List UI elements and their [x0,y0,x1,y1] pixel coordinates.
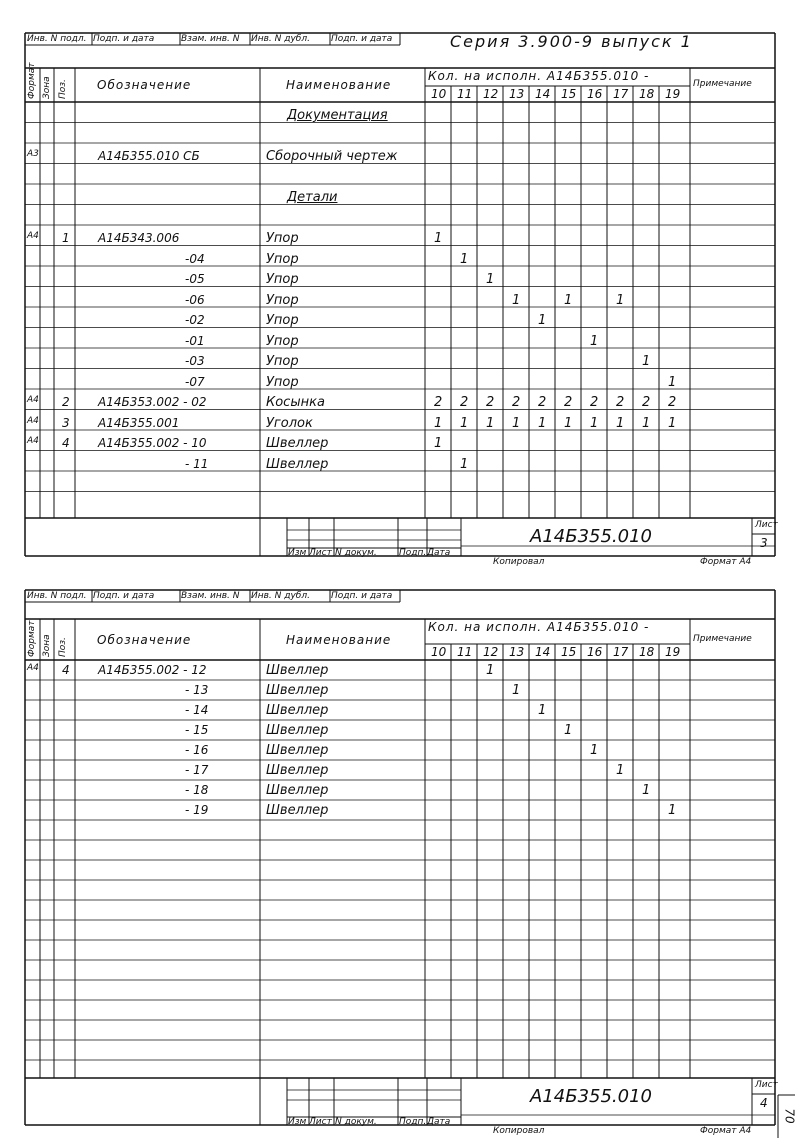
row-designation: - 16 [185,743,209,757]
row-designation: А14Б355.002 - 10 [98,436,207,450]
row-designation: - 19 [185,803,209,817]
title-cell-label: Изм [288,1117,307,1127]
qty-cell: 1 [642,415,651,431]
variant-col-16: 16 [587,87,603,101]
margin-page-note: 70 [782,1108,797,1124]
qty-cell: 2 [590,395,599,410]
format-label: Формат А4 [700,557,752,567]
row-name: Косынка [266,395,325,410]
qty-cell: 2 [616,395,625,410]
variant-col-10: 10 [431,645,447,659]
document-number: А14Б355.010 [530,1086,653,1107]
qty-cell: 1 [590,415,599,431]
qty-cell: 1 [460,415,469,431]
col-qty-header: Кол. на исполн. А14Б355.010 - [428,620,650,634]
row-designation: -05 [185,272,205,286]
row-designation: А14Б353.002 - 02 [98,395,207,409]
series-title: Серия 3.900-9 выпуск 1 [450,32,693,51]
row-designation: -06 [185,292,205,307]
title-cell-label: N докум. [335,548,377,558]
variant-col-15: 15 [561,645,577,659]
sheet-number: 3 [760,536,768,550]
sheet-label: Лист [755,520,778,530]
qty-cell: 1 [434,415,443,431]
row-designation: - 13 [185,683,209,697]
section-heading: Документация [287,108,388,123]
col-name-header: Наименование [286,78,392,92]
title-cell-label: Лист [309,548,332,558]
row-name: Упор [266,251,299,267]
variant-col-16: 16 [587,645,603,659]
stamp-label-0: Инв. N подл. [27,34,87,44]
copied-label: Копировал [493,557,545,567]
qty-cell: 2 [538,395,547,410]
row-designation: А14Б343.006 [98,231,180,245]
row-format: А4 [27,395,39,405]
title-cell-label: Изм [288,548,307,558]
col-note-header: Примечание [693,633,752,644]
row-format: А4 [27,415,39,426]
row-name: Упор [266,354,299,369]
col-qty-header: Кол. на исполн. А14Б355.010 - [428,69,650,83]
stamp-label-4: Подп. и дата [331,591,393,601]
variant-col-13: 13 [509,645,525,659]
row-name: Упор [266,292,299,308]
document-number: А14Б355.010 [530,526,653,547]
qty-cell: 1 [538,313,547,328]
title-cell-label: Дата [427,548,451,558]
row-format: А4 [27,436,39,446]
title-cell-label: Дата [427,1117,451,1127]
row-designation: -01 [185,333,205,348]
row-designation: А14Б355.002 - 12 [98,663,207,677]
col-zone-header: Зона [42,76,52,99]
col-name-header: Наименование [286,632,392,647]
qty-cell: 1 [486,272,495,287]
col-pos-header: Поз. [58,79,68,99]
qty-cell: 1 [590,743,599,758]
qty-cell: 1 [642,354,651,369]
qty-cell: 1 [590,333,599,349]
qty-cell: 2 [642,395,651,410]
col-zone-header: Зона [42,634,52,657]
row-name: Швеллер [266,763,329,778]
stamp-label-1: Подп. и дата [93,34,155,44]
qty-cell: 1 [512,292,521,308]
row-name: Упор [266,272,299,287]
col-note-header: Примечание [693,79,752,89]
row-name: Швеллер [266,663,329,678]
qty-cell: 1 [434,436,443,451]
row-format: А4 [27,663,39,673]
row-format: А4 [27,231,39,241]
sheet-number: 4 [760,1096,768,1110]
stamp-label-3: Инв. N дубл. [251,34,310,44]
variant-col-14: 14 [535,87,551,101]
row-designation: -03 [185,354,205,368]
stamp-label-0: Инв. N подл. [27,591,87,601]
stamp-label-2: Взам. инв. N [181,591,240,601]
qty-cell: 2 [512,395,521,410]
row-position: 1 [62,231,70,245]
row-position: 4 [62,436,70,450]
qty-cell: 2 [668,395,677,410]
row-name: Швеллер [266,783,329,798]
col-format-header: Формат [27,620,37,657]
variant-col-12: 12 [483,645,499,659]
qty-cell: 1 [616,415,625,431]
row-designation: - 17 [185,763,209,777]
qty-cell: 1 [460,456,469,472]
qty-cell: 1 [564,723,573,738]
variant-col-11: 11 [457,87,473,101]
format-label: Формат А4 [700,1126,752,1136]
row-name: Швеллер [266,803,329,818]
variant-col-12: 12 [483,87,499,101]
row-name: Швеллер [266,723,329,738]
variant-col-15: 15 [561,87,577,101]
row-designation: - 15 [185,723,209,737]
variant-col-13: 13 [509,87,525,101]
row-name: Упор [266,313,299,328]
variant-col-18: 18 [639,645,655,659]
qty-cell: 1 [668,415,677,431]
qty-cell: 2 [460,395,469,410]
row-designation: - 11 [185,456,209,471]
qty-cell: 1 [642,783,651,798]
row-designation: - 18 [185,783,209,797]
row-name: Упор [266,231,299,246]
col-designation-header: Обозначение [97,78,192,92]
variant-col-17: 17 [613,87,629,101]
variant-col-19: 19 [665,87,681,101]
row-name: Упор [266,374,299,390]
stamp-label-4: Подп. и дата [331,34,393,44]
qty-cell: 1 [668,374,677,390]
qty-cell: 2 [564,395,573,410]
variant-col-14: 14 [535,645,551,659]
col-format-header: Формат [27,62,37,99]
stamp-label-2: Взам. инв. N [181,34,240,44]
row-name: Сборочный чертеж [266,149,398,164]
variant-col-10: 10 [431,87,447,101]
stamp-label-1: Подп. и дата [93,591,155,601]
qty-cell: 1 [564,292,573,308]
qty-cell: 1 [512,415,521,431]
row-name: Швеллер [266,456,329,472]
qty-cell: 1 [486,415,495,431]
variant-col-19: 19 [665,645,681,659]
row-designation: -04 [185,251,205,266]
variant-col-18: 18 [639,87,655,101]
variant-col-11: 11 [457,645,473,659]
row-format: А3 [27,149,39,159]
row-designation: - 14 [185,703,209,717]
row-designation: А14Б355.010 СБ [98,149,200,163]
row-name: Швеллер [266,683,329,698]
row-designation: -02 [185,313,205,327]
qty-cell: 2 [486,395,495,410]
title-cell-label: N докум. [335,1117,377,1127]
row-position: 2 [62,395,70,409]
qty-cell: 1 [538,415,547,431]
qty-cell: 1 [668,803,677,818]
row-position: 4 [62,663,70,677]
title-cell-label: Подп. [399,1117,427,1127]
qty-cell: 1 [512,683,521,698]
row-position: 3 [62,415,70,430]
row-name: Уголок [266,415,313,431]
qty-cell: 1 [486,663,495,678]
qty-cell: 1 [460,251,469,267]
qty-cell: 1 [564,415,573,431]
section-heading: Детали [287,190,338,205]
row-designation: -07 [185,374,205,389]
variant-col-17: 17 [613,645,629,659]
row-name: Швеллер [266,703,329,718]
title-cell-label: Лист [309,1117,332,1127]
qty-cell: 1 [616,763,625,778]
col-pos-header: Поз. [58,637,68,657]
row-name: Швеллер [266,743,329,758]
row-name: Упор [266,333,299,349]
row-designation: А14Б355.001 [98,415,180,430]
qty-cell: 2 [434,395,443,410]
qty-cell: 1 [538,703,547,718]
stamp-label-3: Инв. N дубл. [251,591,310,601]
copied-label: Копировал [493,1126,545,1136]
qty-cell: 1 [616,292,625,308]
title-cell-label: Подп. [399,548,427,558]
sheet-label: Лист [755,1080,778,1090]
col-designation-header: Обозначение [97,632,192,647]
qty-cell: 1 [434,231,443,246]
row-name: Швеллер [266,436,329,451]
